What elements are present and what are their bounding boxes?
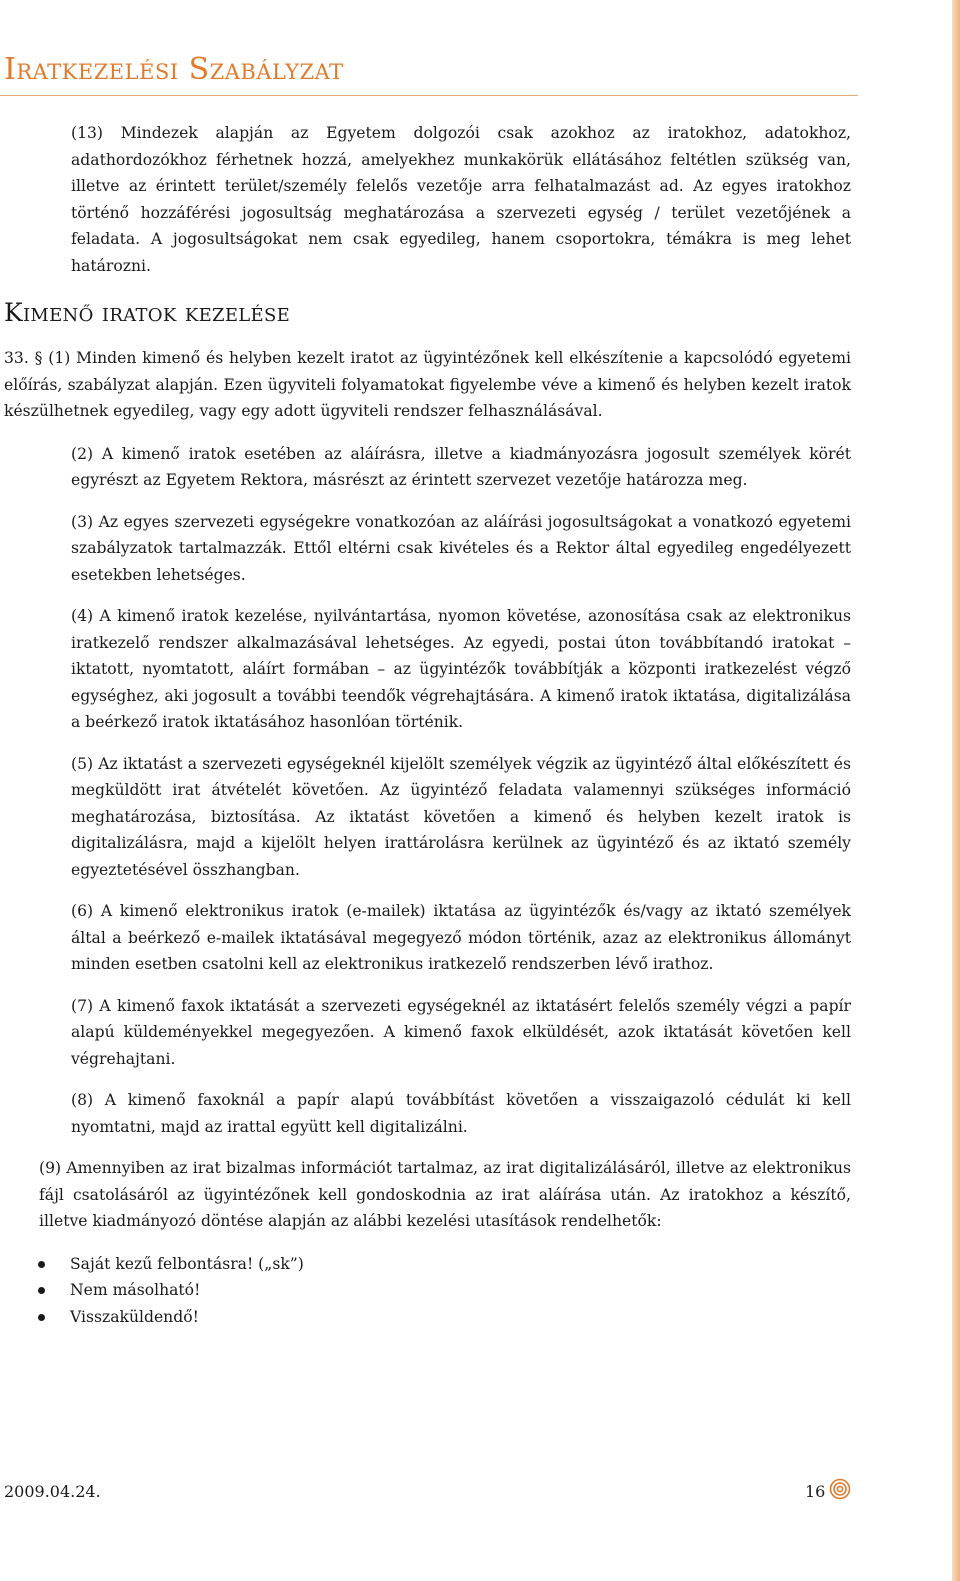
- paragraph-13: (13) Mindezek alapján az Egyetem dolgozói csak azokhoz az iratokhoz, adatokhoz, adathordozókhoz férhetnek hozzá, amelyekhez munkakörük ellátásához feltétlen szükség van, illetve az érintett terület/személy felelős vezetője arra felhatalmazást ad. Az egyes iratokhoz történő hozzáférési jogosultság meghatározása a szervezeti egység / terület vezetőjének a feladata. A jogosultságokat nem csak egyedileg, hanem csoportokra, témákra is meg lehet határozni.: [71, 124, 851, 275]
- document-body: [0, 120, 960, 1330]
- bullet-icon: [38, 1314, 45, 1321]
- paragraph-6: (6) A kimenő elektronikus iratok (e-mailek) iktatása az ügyintézők és/vagy az iktató személyek által a beérkező e-mailek iktatásával megegyező módon történik, azaz az elektronikus állományt minden esetben csatolni kell az elektronikus iratkezelő rendszerben lévő irathoz.: [71, 902, 851, 973]
- document-title: Iratkezelési Szabályzat: [4, 52, 344, 87]
- section-heading: Kimenő iratok kezelése: [4, 298, 291, 327]
- list-item: [70, 1251, 960, 1278]
- list-item-text: Visszaküldendő!: [70, 1307, 199, 1326]
- paragraph-5: (5) Az iktatást a szervezeti egységeknél kijelölt személyek végzik az ügyintéző által előkészített és megküldött irat átvételét követően. Az ügyintéző feladata valamennyi szükséges információ meghatározása, biztosítása. Az iktatást követően a kimenő és helyben kezelt iratok is digitalizálásra, majd a kijelölt helyen irattárolásra kerülnek az ügyintéző és az iktató személy egyeztetésével összhangban.: [71, 754, 851, 879]
- concentric-circles-icon: [829, 1478, 851, 1500]
- page-footer: [0, 1478, 858, 1508]
- list-item-text: Nem másolható!: [70, 1281, 201, 1299]
- list-item: [70, 1277, 960, 1304]
- bullet-icon: [38, 1261, 45, 1268]
- footer-date: 2009.04.24.: [4, 1482, 101, 1501]
- paragraph-33-1: 33. § (1) Minden kimenő és helyben kezelt iratot az ügyintézőnek kell elkészítenie a kapcsolódó egyetemi előírás, szabályzat alapján. Ezen ügyviteli folyamatokat figyelembe véve a kimenő és helyben kezelt iratok készülhetnek egyedileg, vagy egy adott ügyviteli rendszer felhasználásával.: [4, 349, 851, 420]
- paragraph-8: (8) A kimenő faxoknál a papír alapú továbbítást követően a visszaigazoló cédulát ki kell nyomtatni, majd az irattal együtt kell digitalizálni.: [71, 1091, 851, 1136]
- bullet-icon: [38, 1287, 45, 1294]
- paragraph-4: (4) A kimenő iratok kezelése, nyilvántartása, nyomon követése, azonosítása csak az elektronikus iratkezelő rendszer alkalmazásával lehetséges. Az egyedi, postai úton továbbítandó iratokat – iktatott, nyomtatott, aláírt formában – az ügyintézők továbbítják a központi iratkezelést végző egységhez, aki jogosult a további teendők végrehajtására. A kimenő iratok iktatása, digitalizálása a beérkező iratok iktatásához hasonlóan történik.: [71, 607, 851, 731]
- list-item: [70, 1304, 960, 1331]
- paragraph-3: (3) Az egyes szervezeti egységekre vonatkozóan az aláírási jogosultságokat a vonatkozó egyetemi szabályzatok tartalmazzák. Ettől eltérni csak kivételes és a Rektor által egyedileg engedélyezett esetekben lehetséges.: [71, 512, 851, 584]
- list-item-text: Saját kezű felbontásra! („sk”): [70, 1254, 304, 1273]
- paragraph-2: (2) A kimenő iratok esetében az aláírásra, illetve a kiadmányozásra jogosult személyek körét egyrészt az Egyetem Rektora, másrészt az érintett szervezet vezetője határozza meg.: [71, 444, 851, 489]
- handling-instructions-list: [0, 1251, 960, 1331]
- page-number: 16: [805, 1482, 826, 1501]
- page-header: [0, 52, 858, 96]
- paragraph-7: (7) A kimenő faxok iktatását a szervezeti egységeknél az iktatásért felelős személy végzi a papír alapú küldeményekkel megegyezően. A kimenő faxok elküldését, azok iktatását követően kell végrehajtani.: [71, 996, 851, 1068]
- paragraph-9: (9) Amennyiben az irat bizalmas információt tartalmaz, az irat digitalizálásáról, illetve az elektronikus fájl csatolásáról az ügyintézőnek kell gondoskodnia az irat aláírása után. Az iratokhoz a készítő, illetve kiadmányozó döntése alapján az alábbi kezelési utasítások rendelhetők:: [39, 1159, 851, 1230]
